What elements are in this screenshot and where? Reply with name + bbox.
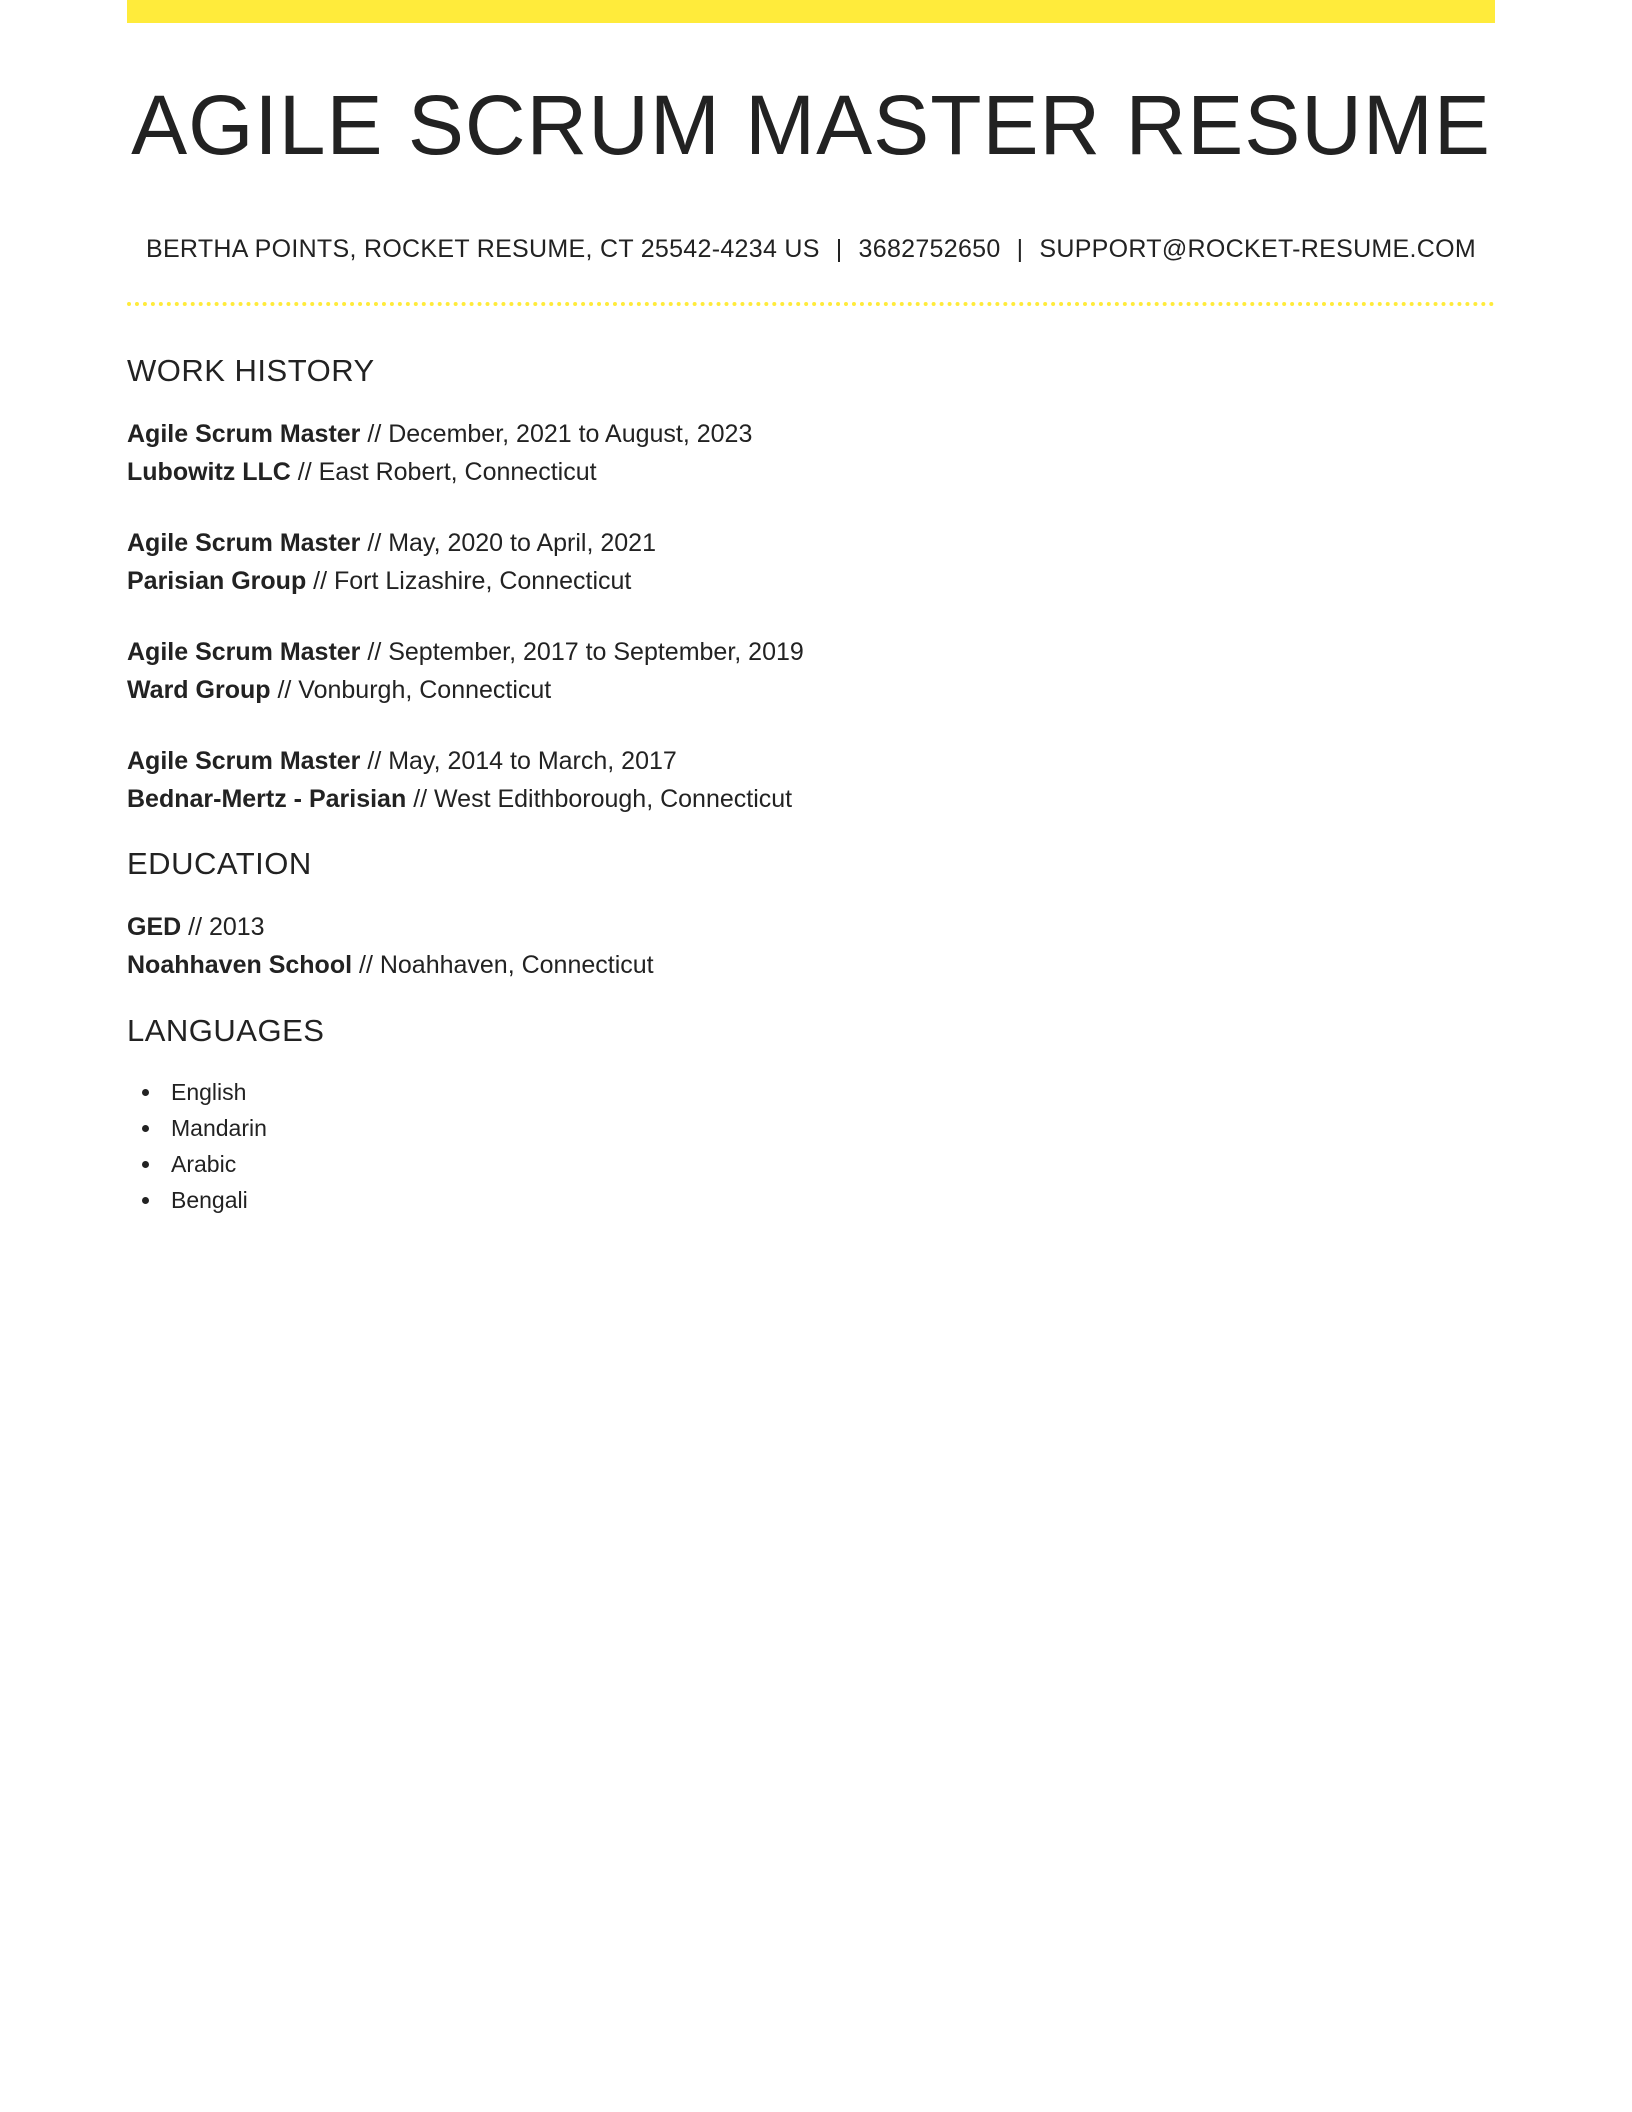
languages-heading: LANGUAGES [127,1013,325,1048]
work-entry-location: // Vonburgh, Connecticut [270,676,552,704]
contact-address: BERTHA POINTS, ROCKET RESUME, CT 25542-4234 US [145,235,820,263]
education-degree: GED [127,913,182,941]
work-entry-dates: // September, 2017 to September, 2019 [360,638,804,666]
work-entry-company: Bednar-Mertz - Parisian [127,785,407,813]
language-item [127,1182,1495,1218]
work-entry-dates: // December, 2021 to August, 2023 [360,420,753,448]
education-section [127,848,1495,984]
work-entry-dates: // May, 2020 to April, 2021 [360,529,656,557]
contact-email[interactable]: SUPPORT@ROCKET-RESUME.COM [1039,235,1477,263]
language-item [127,1110,1495,1146]
work-entry-dates: // May, 2014 to March, 2017 [360,747,677,775]
work-entry-role: Agile Scrum Master [127,420,361,448]
work-entry-location: // West Edithborough, Connecticut [406,785,793,813]
work-history-heading: WORK HISTORY [127,353,375,388]
contact-info [127,237,1495,262]
language-label: Bengali [171,1187,248,1213]
work-entry [127,415,1495,491]
resume-page [127,0,1495,1213]
bullet-icon [142,1089,149,1096]
language-label: Arabic [171,1151,237,1177]
work-entry-role-line [127,415,1495,453]
page-title: AGILE SCRUM MASTER RESUME [131,78,1491,172]
education-location: // Noahhaven, Connecticut [352,951,654,979]
accent-top-bar [127,0,1495,23]
work-entry-company: Ward Group [127,676,271,704]
work-entry-location: // East Robert, Connecticut [290,458,597,486]
work-entry-company: Lubowitz LLC [127,458,291,486]
contact-separator: | [1016,235,1024,263]
work-entry-company-line [127,562,1495,600]
work-entry-company-line [127,780,1495,818]
languages-list [127,1074,1495,1218]
work-entry-role-line [127,524,1495,562]
work-entry-company-line [127,453,1495,491]
education-school: Noahhaven School [127,951,353,979]
bullet-icon [142,1125,149,1132]
contact-phone: 3682752650 [858,235,1001,263]
work-entry-location: // Fort Lizashire, Connecticut [306,567,632,595]
work-entry-role: Agile Scrum Master [127,638,361,666]
education-degree-line [127,908,1495,946]
work-entry-company: Parisian Group [127,567,307,595]
work-entry-role-line [127,633,1495,671]
work-entry-role: Agile Scrum Master [127,747,361,775]
work-entry-role-line [127,742,1495,780]
language-label: Mandarin [171,1115,267,1141]
work-history-section [127,355,1495,818]
language-label: English [171,1079,247,1105]
dotted-divider [127,302,1495,306]
work-entry-company-line [127,671,1495,709]
education-heading: EDUCATION [127,846,312,881]
work-entry-role: Agile Scrum Master [127,529,361,557]
contact-separator: | [835,235,843,263]
bullet-icon [142,1161,149,1168]
language-item [127,1146,1495,1182]
bullet-icon [142,1197,149,1204]
languages-section [127,1015,1495,1218]
work-entry [127,633,1495,709]
language-item [127,1074,1495,1110]
work-entry [127,524,1495,600]
work-entry [127,742,1495,818]
education-school-line [127,946,1495,984]
education-entry [127,908,1495,984]
education-year: // 2013 [181,913,265,941]
